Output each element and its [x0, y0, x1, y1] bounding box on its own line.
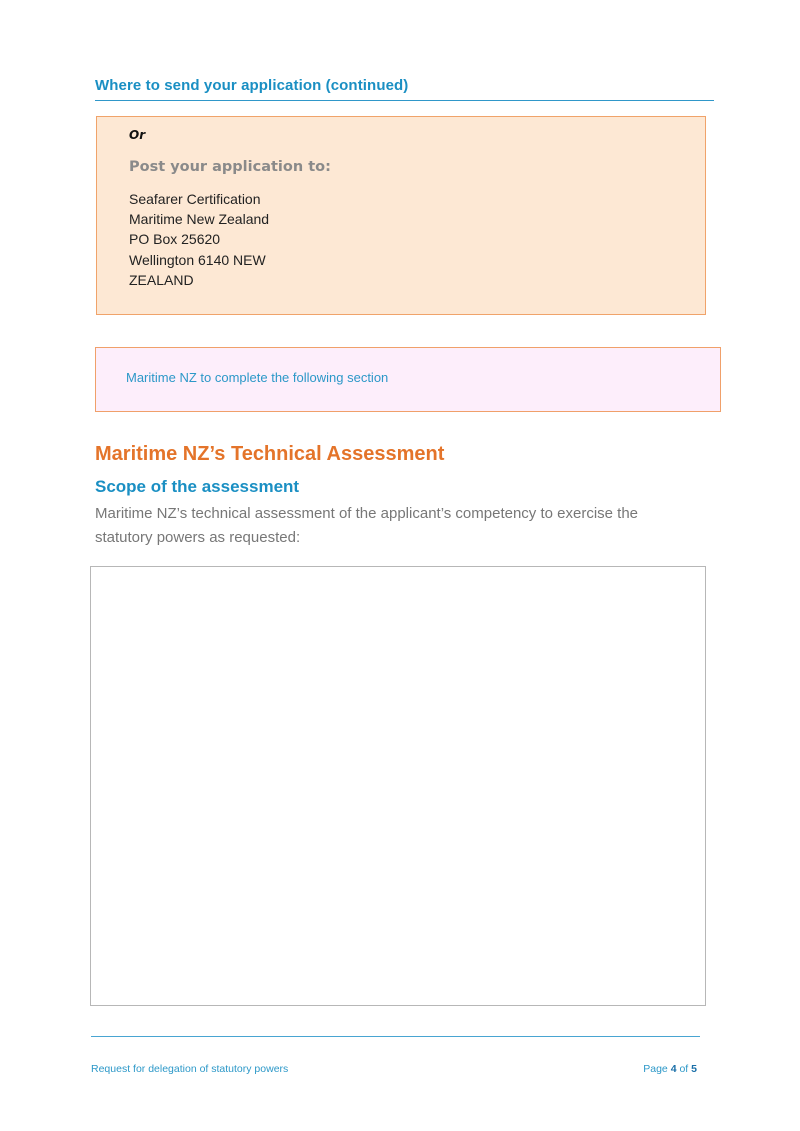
footer-document-title: Request for delegation of statutory powers: [91, 1063, 289, 1075]
address-line: ZEALAND: [129, 271, 194, 288]
notice-text: Maritime NZ to complete the following section: [126, 370, 389, 385]
postal-address: [129, 189, 299, 290]
technical-assessment-field[interactable]: [90, 566, 706, 1006]
address-line: PO Box 25620: [129, 231, 221, 248]
section-heading: Where to send your application (continued): [95, 77, 409, 94]
assessment-title: Maritime NZ’s Technical Assessment: [95, 443, 445, 465]
page-indicator: [643, 1063, 697, 1075]
page-total: 5: [691, 1063, 697, 1075]
heading-divider: [95, 100, 714, 101]
scope-heading: Scope of the assessment: [95, 477, 300, 496]
postal-address-box: [96, 116, 706, 315]
page-prefix: Page: [643, 1063, 668, 1075]
page-of: of: [679, 1063, 689, 1075]
or-label: Or: [129, 128, 146, 142]
address-line: Wellington 6140 NEW: [129, 251, 266, 268]
address-line: Maritime New Zealand: [129, 211, 270, 228]
address-line: Seafarer Certification: [129, 191, 261, 207]
page-current: 4: [670, 1063, 677, 1075]
scope-description: Maritime NZ’s technical assessment of the applicant’s competency to exercise the statutory powers as requested:: [95, 505, 639, 546]
maritime-nz-notice-box: [95, 347, 721, 412]
footer-divider: [91, 1036, 700, 1037]
post-heading: Post your application to:: [129, 159, 331, 175]
